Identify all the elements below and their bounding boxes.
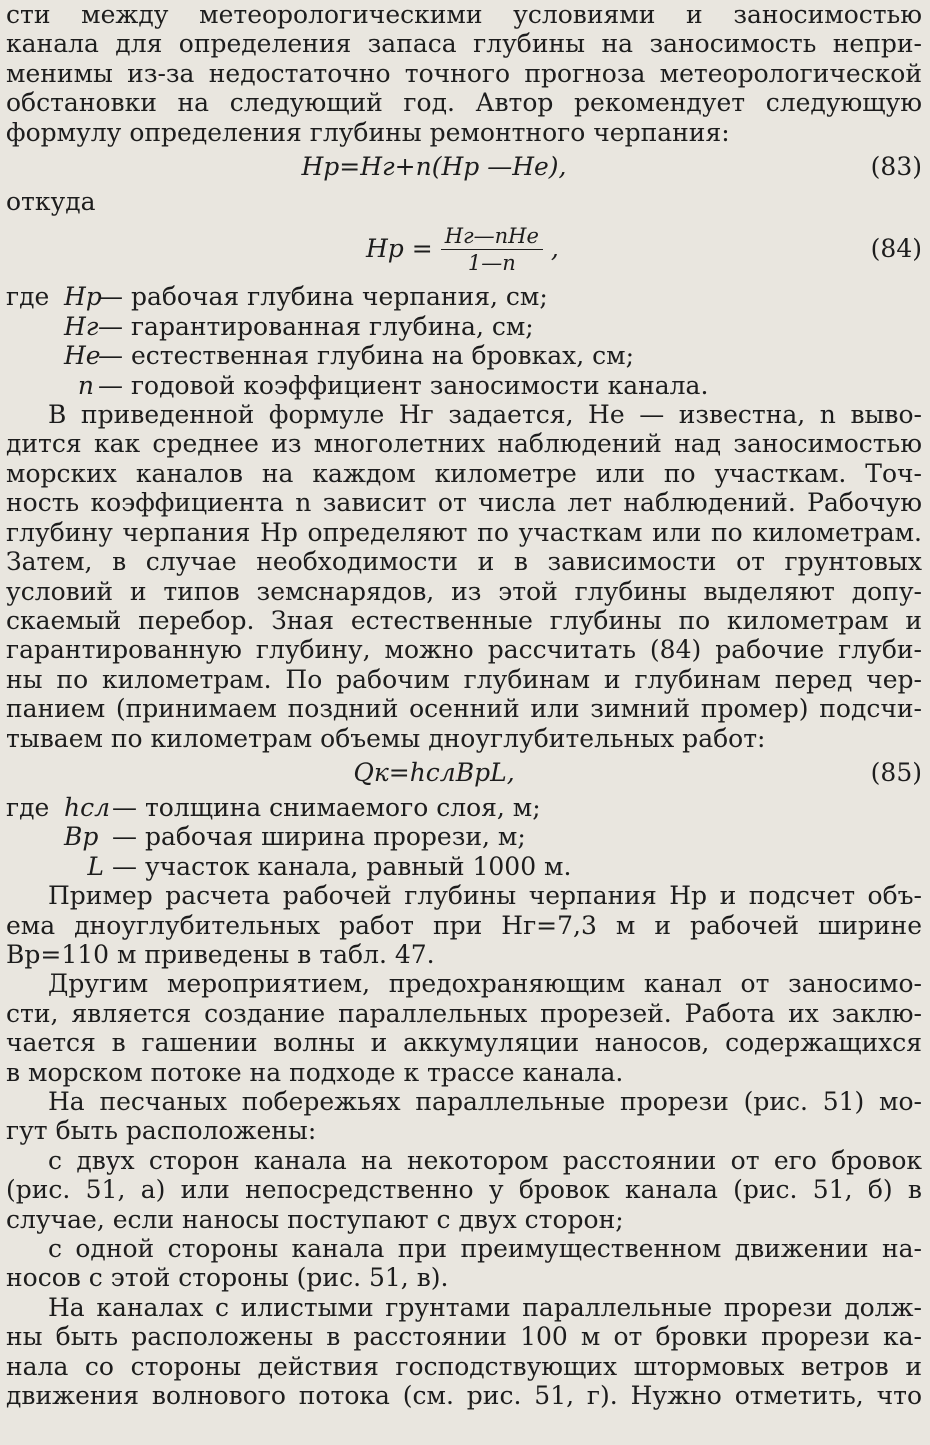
text-line: скаемый перебор. Зная естественные глубины по километрам и bbox=[6, 605, 922, 635]
definitions-list-1 bbox=[6, 282, 922, 400]
text-line: менимы из-за недостаточно точного прогноза метеорологической bbox=[6, 58, 922, 88]
formula-expression: Qк=hслBрL, bbox=[353, 757, 515, 787]
text-line: На песчаных побережьях параллельные прорези (рис. 51) мо- bbox=[48, 1087, 922, 1116]
definition-text: — рабочая глубина черпания, см; bbox=[98, 282, 548, 312]
definitions-list-2 bbox=[6, 793, 922, 881]
text-line: Пример расчета рабочей глубины черпания Hр и подсчет объ- bbox=[48, 881, 922, 911]
formula-number: (85) bbox=[870, 757, 922, 787]
definition-symbol: Hе bbox=[64, 341, 101, 371]
formula-85 bbox=[6, 753, 922, 793]
text-line: формулу определения глубины ремонтного черпания: bbox=[6, 117, 730, 147]
definition-text: — участок канала, равный 1000 м. bbox=[112, 851, 572, 881]
text-line: носов с этой стороны (рис. 51, в). bbox=[6, 1263, 449, 1293]
definition-text: — гарантированная глубина, см; bbox=[98, 311, 534, 341]
text-line: (рис. 51, а) или непосредственно у бровок канала (рис. 51, б) в bbox=[6, 1175, 922, 1205]
definition-text: — годовой коэффициент заносимости канала. bbox=[98, 370, 709, 400]
text-line: ны по километрам. По рабочим глубинам и глубинам перед чер- bbox=[6, 664, 922, 694]
text-line: В приведенной формуле Hг задается, Hе — известна, n выво- bbox=[48, 400, 922, 430]
text-line: ность коэффициента n зависит от числа лет наблюдений. Рабочую bbox=[6, 488, 922, 518]
text-line: обстановки на следующий год. Автор рекомендует следующую bbox=[6, 88, 922, 118]
definition-symbol: hсл bbox=[64, 792, 111, 822]
formula-tail: , bbox=[550, 234, 559, 264]
definition-symbol: L bbox=[87, 851, 104, 881]
paragraph-sandy-coasts bbox=[6, 1087, 922, 1146]
definition-item bbox=[6, 312, 922, 341]
text-line: Другим мероприятием, предохраняющим канал от заносимо- bbox=[48, 969, 922, 999]
definition-item bbox=[6, 371, 922, 400]
fraction-denominator: 1—n bbox=[467, 250, 516, 275]
text-line: ны быть расположены в расстоянии 100 м от бровки прорези ка- bbox=[6, 1322, 922, 1352]
fraction-numerator: Hг—nHе bbox=[441, 223, 543, 250]
text-line: тываем по километрам объемы дноуглубительных работ: bbox=[6, 723, 766, 753]
text-line: Bр=110 м приведены в табл. 47. bbox=[6, 939, 435, 969]
definition-text: — рабочая ширина прорези, м; bbox=[112, 822, 526, 852]
text-line: панием (принимаем поздний осенний или зимний промер) подсчи- bbox=[6, 694, 922, 724]
text-line: глубину черпания Hр определяют по участкам или по километрам. bbox=[6, 517, 922, 547]
definition-item bbox=[6, 793, 922, 822]
paragraph-parallel-cuts bbox=[6, 969, 922, 1087]
formula-lhs: Hр = bbox=[366, 234, 433, 264]
definition-item bbox=[6, 341, 922, 370]
text-line: движения волнового потока (см. рис. 51, г). Нужно отметить, что bbox=[6, 1381, 922, 1411]
paragraph-example bbox=[6, 881, 922, 969]
formula-84 bbox=[6, 216, 922, 282]
definition-text: — толщина снимаемого слоя, м; bbox=[112, 792, 541, 822]
text-line: канала для определения запаса глубины на заносимость непри- bbox=[6, 29, 922, 59]
text-line: с двух сторон канала на некотором расстоянии от его бровок bbox=[48, 1145, 922, 1175]
text-line: откуда bbox=[6, 187, 96, 217]
paragraph-two-sides bbox=[6, 1146, 922, 1234]
formula-number: (83) bbox=[870, 152, 922, 182]
definition-item bbox=[6, 852, 922, 881]
text-line: нала со стороны действия господствующих штормовых ветров и bbox=[6, 1351, 922, 1381]
fraction bbox=[441, 223, 543, 276]
formula-expression bbox=[366, 216, 559, 282]
formula-number: (84) bbox=[870, 234, 922, 264]
paragraph-silty-soils bbox=[6, 1293, 922, 1411]
formula-83 bbox=[6, 147, 922, 187]
paragraph-formula-explanation bbox=[6, 400, 922, 753]
text-line: чается в гашении волны и аккумуляции наносов, содержащихся bbox=[6, 1028, 922, 1058]
text-line: На каналах с илистыми грунтами параллельные прорези долж- bbox=[48, 1292, 922, 1322]
paragraph-one-side bbox=[6, 1234, 922, 1293]
definition-symbol: Hг bbox=[64, 311, 99, 341]
definition-item bbox=[6, 282, 922, 311]
text-line: случае, если наносы поступают с двух сторон; bbox=[6, 1204, 624, 1234]
text-line: гут быть расположены: bbox=[6, 1116, 317, 1146]
text-line: в морском потоке на подходе к трассе канала. bbox=[6, 1057, 624, 1087]
text-line: дится как среднее из многолетних наблюдений над заносимостью bbox=[6, 429, 922, 459]
text-line: ема дноуглубительных работ при Hг=7,3 м и рабочей ширине bbox=[6, 910, 922, 940]
text-line: условий и типов земснарядов, из этой глубины выделяют допу- bbox=[6, 576, 922, 606]
text-line: Затем, в случае необходимости и в зависимости от грунтовых bbox=[6, 547, 922, 577]
definition-item bbox=[6, 822, 922, 851]
definition-lead: где bbox=[6, 282, 50, 312]
paragraph-intro bbox=[6, 0, 922, 147]
text-line: морских каналов на каждом километре или по участкам. Точ- bbox=[6, 458, 922, 488]
text-line: с одной стороны канала при преимущественном движении на- bbox=[48, 1234, 922, 1264]
definition-symbol: Hр bbox=[64, 282, 102, 312]
definition-lead: где bbox=[6, 792, 50, 822]
definition-text: — естественная глубина на бровках, см; bbox=[98, 341, 635, 371]
text-line: гарантированную глубину, можно рассчитать (84) рабочие глуби- bbox=[6, 635, 922, 665]
formula-expression: Hр=Hг+n(Hр —Hе), bbox=[301, 152, 567, 182]
definition-symbol: n bbox=[77, 370, 94, 400]
text-line: сти между метеорологическими условиями и заносимостью bbox=[6, 0, 922, 29]
text-line: сти, является создание параллельных прорезей. Работа их заклю- bbox=[6, 998, 922, 1028]
definition-symbol: Bр bbox=[64, 822, 99, 852]
